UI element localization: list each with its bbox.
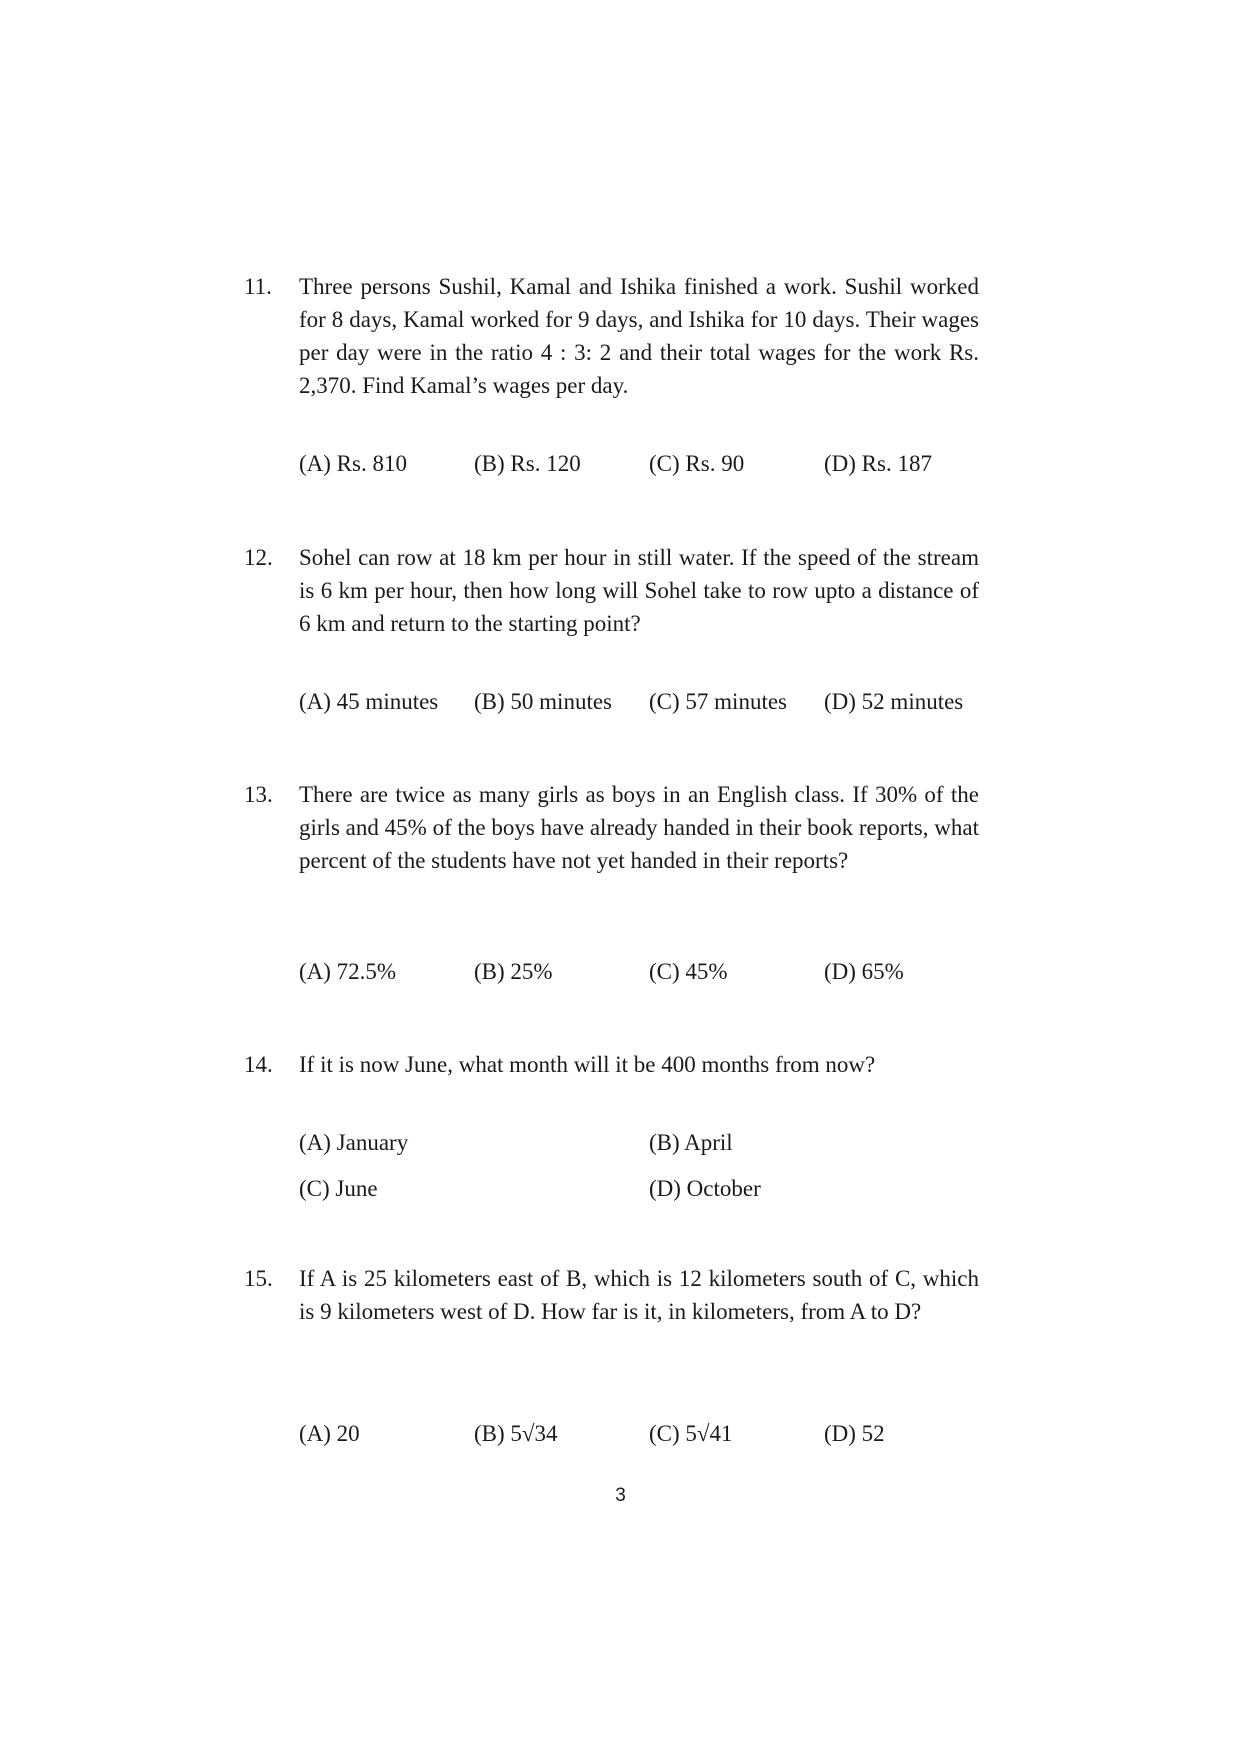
option-d: (D) Rs. 187	[824, 451, 932, 476]
question-text: There are twice as many girls as boys in an English class. If 30% of the girls and 45% of the boys have already handed in their book reports, what percent of the students have not yet handed in their reports?	[299, 782, 979, 873]
option-a: (A) 45 minutes	[299, 689, 439, 714]
question-number: 13.	[244, 782, 273, 807]
question-text: Three persons Sushil, Kamal and Ishika finished a work. Sushil worked for 8 days, Kamal worked for 9 days, and Ishika for 10 days. Their wages per day were in the ratio 4 : 3: 2 and their total wages for the work Rs. 2,370. Find Kamal’s wages per day.	[299, 274, 979, 398]
option-d: (D) October	[649, 1176, 761, 1201]
option-a: (A) 20	[299, 1421, 360, 1446]
option-c: (C) Rs. 90	[649, 451, 745, 476]
option-d: (D) 52	[824, 1421, 885, 1446]
option-c: (C) 45%	[649, 959, 728, 984]
option-c: (C) 5√41	[649, 1421, 733, 1446]
option-b: (B) April	[649, 1130, 733, 1155]
option-b: (B) 5√34	[474, 1421, 558, 1446]
question-15	[244, 1262, 979, 1328]
question-11	[244, 270, 979, 402]
question-14	[244, 1048, 979, 1081]
option-d: (D) 65%	[824, 959, 904, 984]
option-a: (A) 72.5%	[299, 959, 397, 984]
question-text: If A is 25 kilometers east of B, which is 12 kilometers south of C, which is 9 kilometers west of D. How far is it, in kilometers, from A to D?	[299, 1266, 979, 1324]
option-d: (D) 52 minutes	[824, 689, 964, 714]
page-number: 3	[615, 1485, 626, 1506]
question-number: 12.	[244, 545, 273, 570]
question-text: If it is now June, what month will it be 400 months from now?	[299, 1052, 876, 1077]
question-number: 11.	[244, 274, 272, 299]
question-number: 15.	[244, 1266, 273, 1291]
question-text: Sohel can row at 18 km per hour in still water. If the speed of the stream is 6 km per hour, then how long will Sohel take to row upto a distance of 6 km and return to the starting point?	[299, 545, 979, 636]
option-b: (B) Rs. 120	[474, 451, 581, 476]
option-b: (B) 50 minutes	[474, 689, 612, 714]
option-c: (C) 57 minutes	[649, 689, 787, 714]
question-12	[244, 541, 979, 640]
option-a: (A) January	[299, 1130, 409, 1155]
question-13	[244, 778, 979, 877]
question-number: 14.	[244, 1052, 273, 1077]
option-b: (B) 25%	[474, 959, 553, 984]
option-a: (A) Rs. 810	[299, 451, 407, 476]
option-c: (C) June	[299, 1176, 378, 1201]
